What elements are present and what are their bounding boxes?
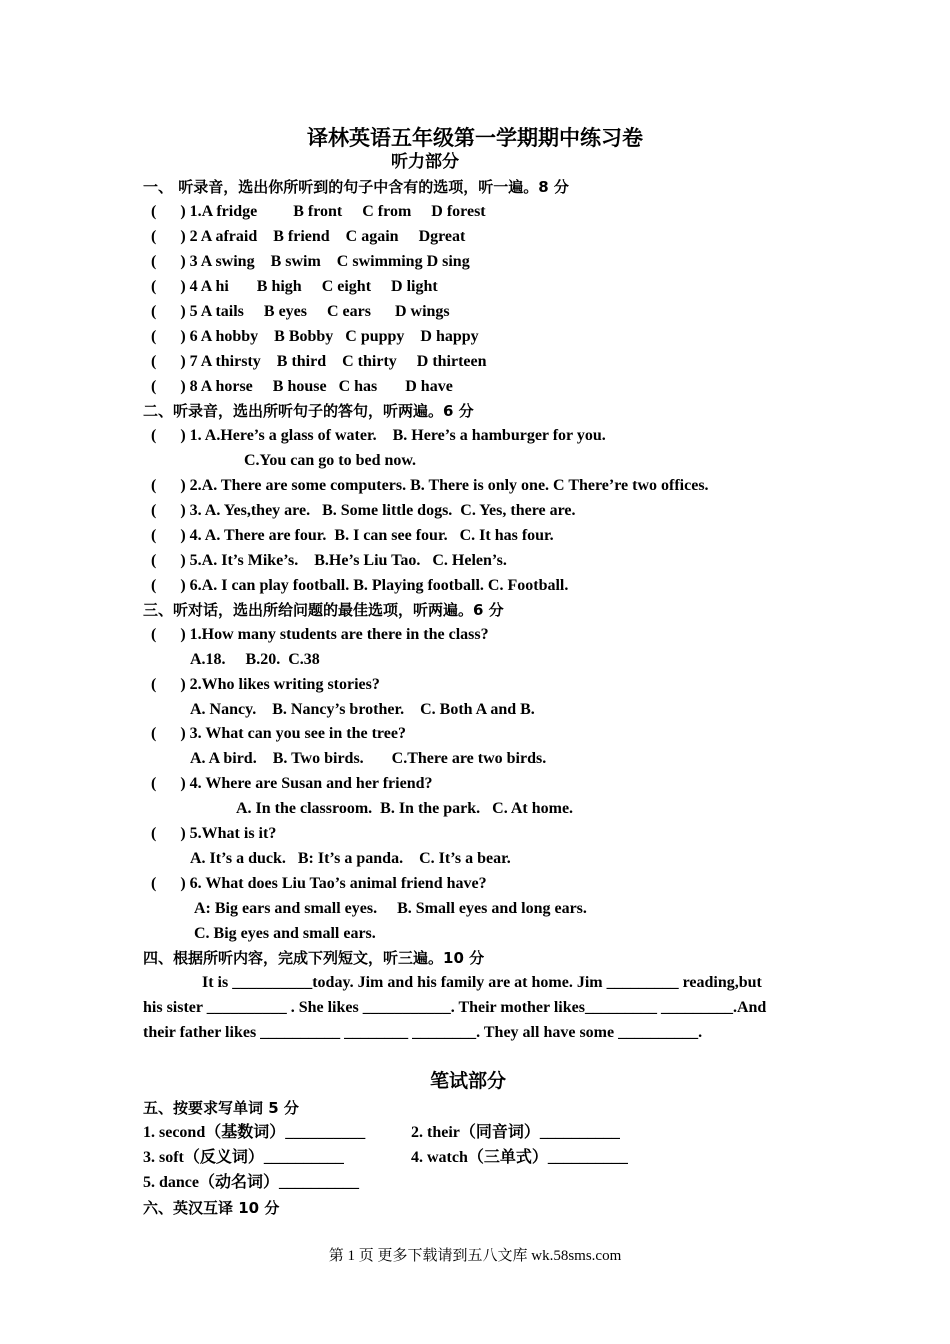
s3-question-3-options: A. A bird. B. Two birds. C.There are two birds. bbox=[190, 750, 547, 767]
s2-question-1: ( ) 1. A.Here’s a glass of water. B. Here’s a hamburger for you. bbox=[151, 427, 606, 444]
s4-passage-line-1: It is __________today. Jim and his family are at home. Jim _________ reading,but bbox=[202, 974, 762, 991]
s4-passage-line-2: his sister __________ . She likes ___________. Their mother likes_________ _________.And bbox=[143, 999, 767, 1016]
s2-question-4: ( ) 4. A. There are four. B. I can see four. C. It has four. bbox=[151, 527, 554, 544]
s3-question-4: ( ) 4. Where are Susan and her friend? bbox=[151, 775, 433, 792]
section-4-heading: 四、根据所听内容，完成下列短文，听三遍。10 分 bbox=[143, 949, 485, 967]
section-2-heading: 二、听录音，选出所听句子的答句，听两遍。6 分 bbox=[143, 402, 474, 420]
s3-question-6-option-c: C. Big eyes and small ears. bbox=[194, 925, 376, 942]
s2-question-5: ( ) 5.A. It’s Mike’s. B.He’s Liu Tao. C. Helen’s. bbox=[151, 552, 507, 569]
section-3-heading: 三、听对话，选出所给问题的最佳选项，听两遍。6 分 bbox=[143, 601, 504, 619]
s3-question-2-options: A. Nancy. B. Nancy’s brother. C. Both A and B. bbox=[190, 701, 535, 718]
s5-item-5: 5. dance（动名词）__________ bbox=[143, 1174, 360, 1191]
s1-question-5: ( ) 5 A tails B eyes C ears D wings bbox=[151, 303, 450, 320]
s5-item-3: 3. soft（反义词）__________ bbox=[143, 1149, 344, 1166]
s1-question-1: ( ) 1.A fridge B front C from D forest bbox=[151, 203, 486, 220]
s1-question-3: ( ) 3 A swing B swim C swimming D sing bbox=[151, 253, 470, 270]
s3-question-3: ( ) 3. What can you see in the tree? bbox=[151, 725, 406, 742]
s3-question-2: ( ) 2.Who likes writing stories? bbox=[151, 676, 380, 693]
s5-item-2: 2. their（同音词）__________ bbox=[411, 1124, 620, 1141]
s3-question-1: ( ) 1.How many students are there in the class? bbox=[151, 626, 489, 643]
s3-question-6: ( ) 6. What does Liu Tao’s animal friend have? bbox=[151, 875, 487, 892]
s3-question-6-options-ab: A: Big ears and small eyes. B. Small eyes and long ears. bbox=[194, 900, 587, 917]
s3-question-5: ( ) 5.What is it? bbox=[151, 825, 277, 842]
s1-question-7: ( ) 7 A thirsty B third C thirty D thirteen bbox=[151, 353, 487, 370]
page-footer: 第 1 页 更多下载请到五八文库 wk.58sms.com bbox=[328, 1248, 622, 1264]
s1-question-2: ( ) 2 A afraid B friend C again Dgreat bbox=[151, 228, 466, 245]
section-5-heading: 五、按要求写单词 5 分 bbox=[143, 1099, 299, 1117]
s4-passage-line-3: their father likes __________ ________ ________. They all have some __________. bbox=[143, 1024, 703, 1041]
s3-question-5-options: A. It’s a duck. B: It’s a panda. C. It’s a bear. bbox=[190, 850, 511, 867]
s2-question-3: ( ) 3. A. Yes,they are. B. Some little dogs. C. Yes, there are. bbox=[151, 502, 576, 519]
s3-question-4-options: A. In the classroom. B. In the park. C. At home. bbox=[236, 800, 574, 817]
listening-heading: 听力部分 bbox=[391, 152, 459, 172]
page-title: 译林英语五年级第一学期期中练习卷 bbox=[307, 126, 643, 150]
s3-question-1-options: A.18. B.20. C.38 bbox=[190, 651, 320, 668]
s1-question-6: ( ) 6 A hobby B Bobby C puppy D happy bbox=[151, 328, 479, 345]
section-1-heading: 一、 听录音，选出你所听到的句子中含有的选项，听一遍。8 分 bbox=[143, 178, 569, 196]
s1-question-4: ( ) 4 A hi B high C eight D light bbox=[151, 278, 438, 295]
s1-question-8: ( ) 8 A horse B house C has D have bbox=[151, 378, 453, 395]
section-6-heading: 六、英汉互译 10 分 bbox=[143, 1199, 280, 1217]
s5-item-1: 1. second（基数词）__________ bbox=[143, 1124, 366, 1141]
written-heading: 笔试部分 bbox=[429, 1070, 506, 1092]
s2-question-1-option-c: C.You can go to bed now. bbox=[244, 452, 417, 469]
s2-question-2: ( ) 2.A. There are some computers. B. There is only one. C There’re two offices. bbox=[151, 477, 709, 494]
s5-item-4: 4. watch（三单式）__________ bbox=[411, 1149, 628, 1166]
s2-question-6: ( ) 6.A. I can play football. B. Playing football. C. Football. bbox=[151, 577, 569, 594]
